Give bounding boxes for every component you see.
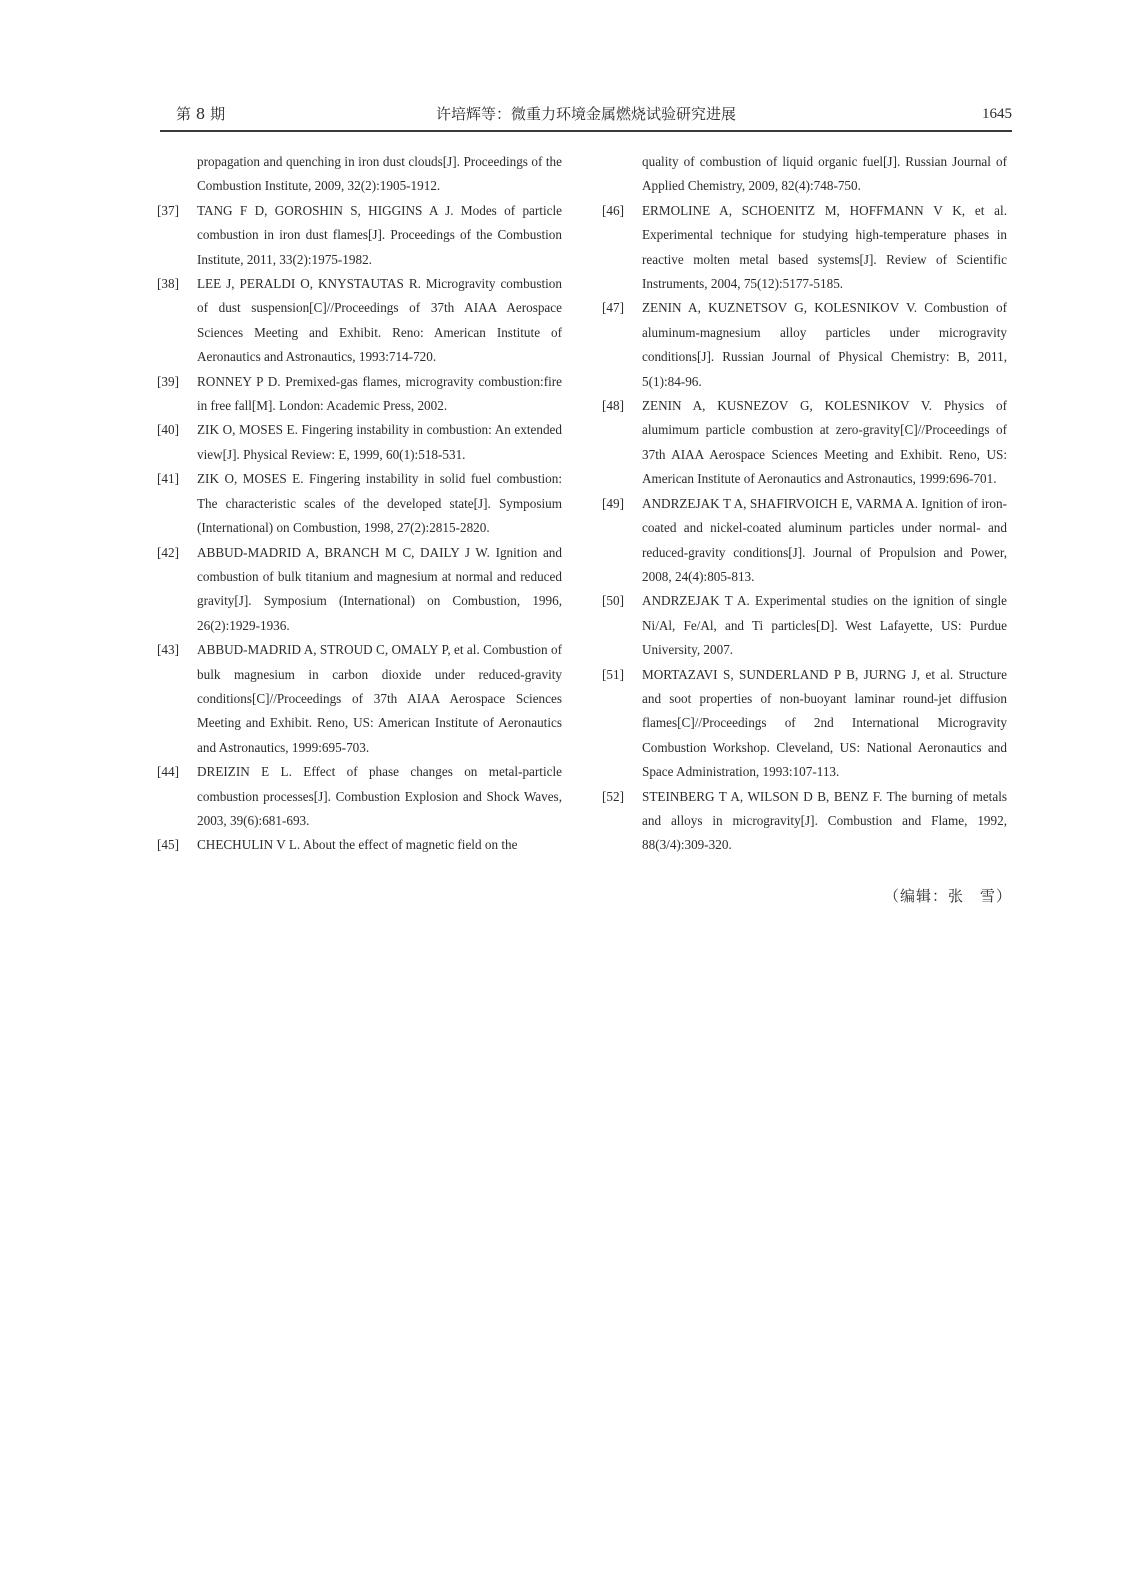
reference-number: [41] [157, 471, 179, 487]
reference-text: propagation and quenching in iron dust clouds[J]. Proceedings of the Combustion Institute, 2009, 32(2):1905-1912. [197, 154, 562, 194]
reference-number: [38] [157, 276, 179, 292]
reference-text: quality of combustion of liquid organic fuel[J]. Russian Journal of Applied Chemistry, 2009, 82(4):748-750. [642, 154, 1007, 194]
reference-48 [602, 394, 1007, 492]
reference-text: ANDRZEJAK T A. Experimental studies on the ignition of single Ni/Al, Fe/Al, and Ti particles[D]. West Lafayette, US: Purdue University, 2007. [642, 593, 1007, 658]
reference-number: [39] [157, 373, 179, 389]
reference-42 [157, 541, 562, 639]
reference-number: [37] [157, 202, 179, 218]
page-number: 1645 [982, 106, 1012, 122]
reference-52 [602, 785, 1007, 858]
reference-text: ZIK O, MOSES E. Fingering instability in solid fuel combustion: The characteristic scales of the developed state[J]. Symposium (International) on Combustion, 1998, 27(2):2815-2820. [197, 471, 562, 536]
reference-number: [40] [157, 422, 179, 438]
reference-45 [157, 833, 562, 857]
reference-text: LEE J, PERALDI O, KNYSTAUTAS R. Microgravity combustion of dust suspension[C]//Proceedings of 37th AIAA Aerospace Sciences Meeting and Exhibit. Reno: American Institute of Aeronautics and Astronautics, 1993:714-720. [197, 276, 562, 365]
running-title: 许培辉等：微重力环境金属燃烧试验研究进展 [435, 105, 736, 123]
reference-44 [157, 760, 562, 833]
reference-text: MORTAZAVI S, SUNDERLAND P B, JURNG J, et al. Structure and soot properties of non-buoyant laminar round-jet diffusion flames[C]//Proceedings of 2nd International Microgravity Combustion Workshop. Cleveland, US: National Aeronautics and Space Administration, 1993:107-113. [642, 666, 1007, 780]
reference-number: [51] [602, 666, 624, 682]
reference-continuation [157, 150, 562, 199]
reference-number: [52] [602, 788, 624, 804]
reference-43 [157, 638, 562, 760]
references-left-column [157, 150, 562, 858]
editor-note: （编辑：张 雪） [883, 887, 1012, 905]
reference-number: [44] [157, 764, 179, 780]
issue-label: 第 8 期 [176, 105, 226, 123]
reference-number: [42] [157, 544, 179, 560]
reference-38 [157, 272, 562, 370]
reference-text: ZIK O, MOSES E. Fingering instability in combustion: An extended view[J]. Physical Review: E, 1999, 60(1):518-531. [197, 422, 562, 462]
reference-number: [48] [602, 398, 624, 414]
reference-47 [602, 296, 1007, 394]
reference-text: ABBUD-MADRID A, BRANCH M C, DAILY J W. Ignition and combustion of bulk titanium and magnesium at normal and reduced gravity[J]. Symposium (International) on Combustion, 1996, 26(2):1929-1936. [197, 544, 562, 633]
reference-number: [43] [157, 642, 179, 658]
reference-number: [47] [602, 300, 624, 316]
reference-text: STEINBERG T A, WILSON D B, BENZ F. The burning of metals and alloys in microgravity[J]. Combustion and Flame, 1992, 88(3/4):309-320. [642, 788, 1007, 853]
reference-51 [602, 663, 1007, 785]
reference-49 [602, 492, 1007, 590]
reference-number: [50] [602, 593, 624, 609]
reference-number: [49] [602, 495, 624, 511]
reference-text: ANDRZEJAK T A, SHAFIRVOICH E, VARMA A. Ignition of iron-coated and nickel-coated aluminum particles under normal- and reduced-gravity conditions[J]. Journal of Propulsion and Power, 2008, 24(4):805-813. [642, 495, 1007, 584]
reference-number: [46] [602, 202, 624, 218]
reference-text: DREIZIN E L. Effect of phase changes on metal-particle combustion processes[J]. Combustion Explosion and Shock Waves, 2003, 39(6):681-693. [197, 764, 562, 828]
reference-39 [157, 370, 562, 419]
references-right-column [602, 150, 1007, 858]
running-header [160, 100, 1012, 132]
reference-50 [602, 589, 1007, 662]
reference-continuation [602, 150, 1007, 199]
reference-text: CHECHULIN V L. About the effect of magnetic field on the [197, 837, 518, 853]
reference-text: TANG F D, GOROSHIN S, HIGGINS A J. Modes of particle combustion in iron dust flames[J]. Proceedings of the Combustion Institute, 2011, 33(2):1975-1982. [197, 202, 562, 267]
reference-text: ERMOLINE A, SCHOENITZ M, HOFFMANN V K, et al. Experimental technique for studying high-temperature phases in reactive molten metal based systems[J]. Review of Scientific Instruments, 2004, 75(12):5177-5185. [642, 202, 1007, 292]
reference-number: [45] [157, 837, 179, 853]
reference-37 [157, 199, 562, 272]
reference-text: ZENIN A, KUSNEZOV G, KOLESNIKOV V. Physics of alumimum particle combustion at zero-gravity[C]//Proceedings of 37th AIAA Aerospace Sciences Meeting and Exhibit. Reno, US: American Institute of Aeronautics and Astronautics, 1999:696-701. [642, 398, 1007, 487]
reference-40 [157, 418, 562, 467]
reference-text: ABBUD-MADRID A, STROUD C, OMALY P, et al. Combustion of bulk magnesium in carbon dioxide under reduced-gravity conditions[C]//Proceedings of 37th AIAA Aerospace Sciences Meeting and Exhibit. Reno, US: American Institute of Aeronautics and Astronautics, 1999:695-703. [197, 642, 562, 755]
reference-text: RONNEY P D. Premixed-gas flames, microgravity combustion:fire in free fall[M]. London: Academic Press, 2002. [197, 373, 562, 414]
reference-46 [602, 199, 1007, 297]
reference-41 [157, 467, 562, 540]
reference-text: ZENIN A, KUZNETSOV G, KOLESNIKOV V. Combustion of aluminum-magnesium alloy particles under microgravity conditions[J]. Russian Journal of Physical Chemistry: B, 2011, 5(1):84-96. [642, 300, 1007, 389]
